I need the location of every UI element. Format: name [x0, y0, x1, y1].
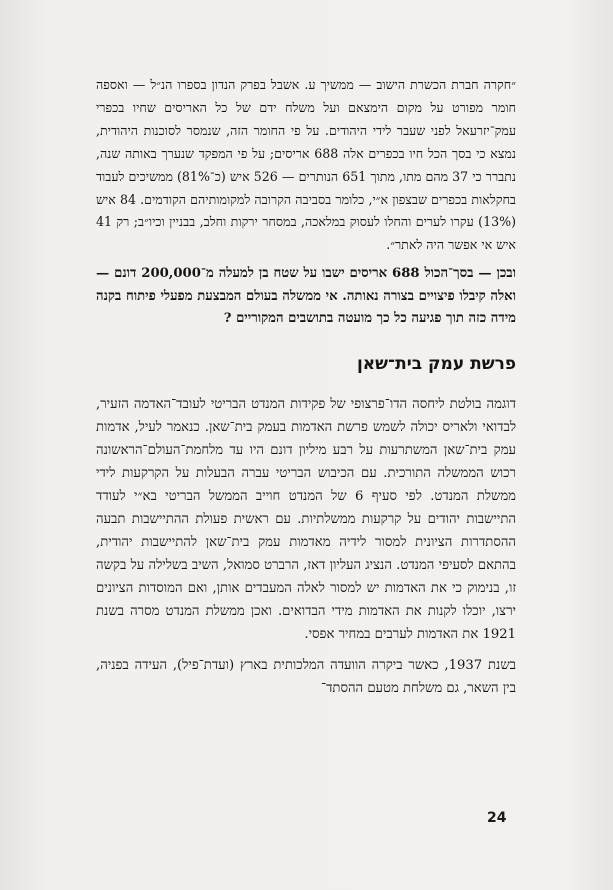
paragraph-summary-bold: ובכן — בסך־הכול 688 אריסים ישבו על שטח בן למעלה מ־200,000 דונם — ואלה קיבלו פיצויים בצורה נאותה. אי ממשלה בעולם המבצעת מפעלי פיתוח בקנה מידה כזה תוך פגיעה כל כך מועטה בתושבים המקוריים ? — [96, 266, 516, 327]
paragraph-royal-commission: בשנת 1937, כאשר ביקרה הוועדה המלכותית בארץ (ועדת־פיל), העידה בפניה, בין השאר, גם משלחת מטעם ההסתד־ — [96, 657, 517, 696]
paragraph-quote-ashbel: ״חקרה חברת הכשרת הישוב — ממשיך ע. אשבל בפרק הנדון בספרו הנ״ל — ואספה חומר מפורט על מקום הימצאם ועל משלח ידם של כל האריסים שחיו בכפרי עמק־יזרעאל לפני שעבר לידי היהודים. על פי החומר הזה, שנמסר לסוכנות היהודית, נמצא כי בסך הכל חיו בכפרים אלה 688 אריסים; על פי המפקד שנערך באותה שנה, נתברר כי 37 מהם מתו, מתוך 651 הנותרים — 526 איש (כ־81%) ממשיכים לעבוד בחקלאות בכפרים שבצפון א״י, כלומר בסביבה הקרובה למקומותיהם הקודמים. 84 איש (13%) עקרו לערים והחלו לעסוק במלאכה, במסחר ירקות וחלב, בבניין וכיו״ב; רק 41 איש אי אפשר היה לאתר״. — [96, 77, 516, 253]
text-column — [96, 74, 516, 700]
paragraph-beit-shean: דוגמה בולטת ליחסה הדו־פרצופי של פקידות המנדט הבריטי לעובד־האדמה הזעיר, לבדואי ולאריס יכולה לשמש פרשת האדמות בעמק בית־שאן. כנאמר לעיל, אדמות עמק בית־שאן המשתרעות על רבע מיליון דונם היו עד מלחמת־העולם־הראשונה רכוש הממשלה התורכית. עם הכיבוש הבריטי עברה הבעלות על הקרקעות לידי ממשלת המנדט. לפי סעיף 6 של המנדט חוייב הממשל הבריטי בא״י לעודד התיישבות יהודים על קרקעות ממשלתיות. עם ראשית פעולת ההתיישבות תבעה ההסתדרות הציונית למסור לידיה מאדמות עמק בית־שאן להתיישבות יהודית, בהתאם לסעיפי המנדט. הנציג העליון דאז, הרברט סמואל, השיב בשלילה על בקשה זו, בנימוק כי את האדמות יש למסור לאלה המעבדים אותן, ואם המוסדות הציונים ירצו, יוכלו לקנות את האדמות מידי הבדואים. ואכן ממשלת המנדט מסרה בשנת 1921 את האדמות לערבים במחיר אפסי. — [96, 396, 516, 642]
section-title: פרשת עמק בית־שאן — [356, 353, 516, 374]
page-number: 24 — [487, 810, 507, 826]
